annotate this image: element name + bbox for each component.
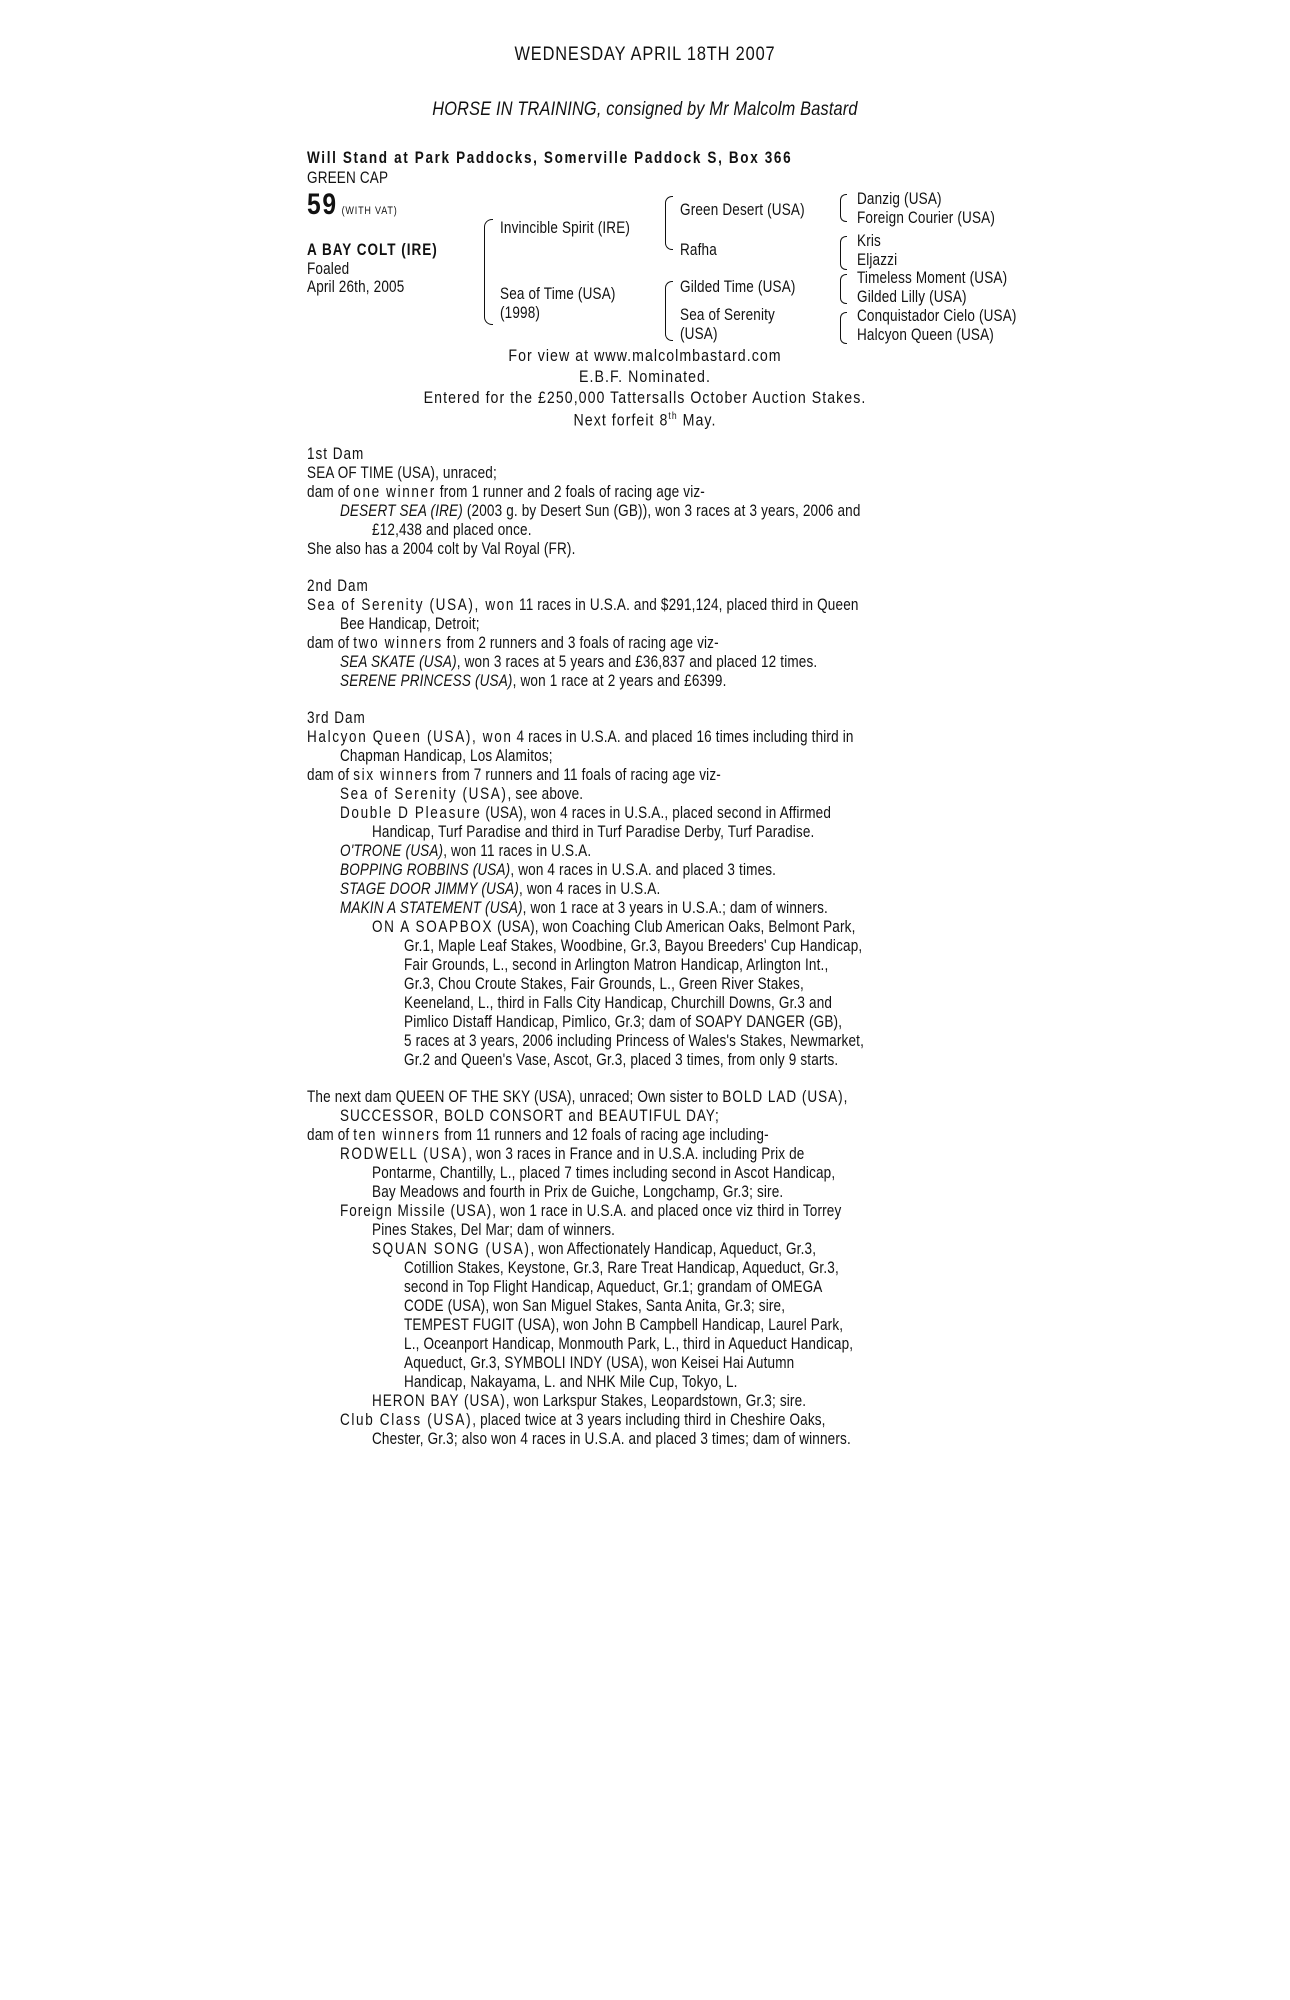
nextdam-line: SQUAN SONG (USA), won Affectionately Handicap, Aqueduct, Gr.3,	[372, 1240, 817, 1258]
dam1-heading: 1st Dam	[307, 445, 365, 463]
pedigree-sds: Kris	[857, 232, 881, 250]
consignment-subtitle: HORSE IN TRAINING, consigned by Mr Malcolm Bastard	[432, 99, 858, 120]
dam3-line: Gr.2 and Queen's Vase, Ascot, Gr.3, placed 3 times, from only 9 starts.	[404, 1051, 839, 1069]
nextdam-line: Handicap, Nakayama, L. and NHK Mile Cup, Tokyo, L.	[404, 1373, 738, 1391]
dam3-line: ON A SOAPBOX (USA), won Coaching Club American Oaks, Belmont Park,	[372, 918, 856, 936]
stand-location: Will Stand at Park Paddocks, Somerville Paddock S, Box 366	[307, 149, 793, 167]
dam3-line: 5 races at 3 years, 2006 including Princess of Wales's Stakes, Newmarket,	[404, 1032, 864, 1050]
dam2-line: Sea of Serenity (USA), won 11 races in U.S.A. and $291,124, placed third in Queen	[307, 596, 859, 614]
pedigree-brace-main	[484, 219, 493, 325]
sale-date: WEDNESDAY APRIL 18TH 2007	[514, 44, 776, 65]
nextdam-line: L., Oceanport Handicap, Monmouth Park, L., third in Aqueduct Handicap,	[404, 1335, 854, 1353]
dam3-line: BOPPING ROBBINS (USA), won 4 races in U.S.A. and placed 3 times.	[340, 861, 777, 879]
dam1-line: £12,438 and placed once.	[372, 521, 532, 539]
pedigree-sss: Danzig (USA)	[857, 190, 942, 208]
nextdam-line: Foreign Missile (USA), won 1 race in U.S.A. and placed once viz third in Torrey	[340, 1202, 842, 1220]
pedigree-dss: Timeless Moment (USA)	[857, 269, 1008, 287]
nextdam-line: SUCCESSOR, BOLD CONSORT and BEAUTIFUL DAY;	[340, 1107, 720, 1125]
pedigree-sire-sire: Green Desert (USA)	[680, 201, 805, 219]
dam3-heading: 3rd Dam	[307, 709, 366, 727]
nextdam-line: Pines Stakes, Del Mar; dam of winners.	[372, 1221, 616, 1239]
pedigree-brace-ds	[840, 274, 847, 304]
dam3-line: Gr.1, Maple Leaf Stakes, Woodbine, Gr.3, Bayou Breeders' Cup Handicap,	[404, 937, 863, 955]
dam2-heading: 2nd Dam	[307, 577, 369, 595]
pedigree-dam-sire: Gilded Time (USA)	[680, 278, 796, 296]
pedigree-sire-dam: Rafha	[680, 241, 717, 259]
entered-note: Entered for the £250,000 Tattersalls October Auction Stakes.	[423, 389, 867, 407]
nextdam-line: HERON BAY (USA), won Larkspur Stakes, Leopardstown, Gr.3; sire.	[372, 1392, 807, 1410]
dam3-line: Gr.3, Chou Croute Stakes, Fair Grounds, L., Green River Stakes,	[404, 975, 804, 993]
pedigree-dsd: Gilded Lilly (USA)	[857, 288, 967, 306]
dam2-line: SERENE PRINCESS (USA), won 1 race at 2 years and £6399.	[340, 672, 727, 690]
dam3-line: Keeneland, L., third in Falls City Handicap, Churchill Downs, Gr.3 and	[404, 994, 833, 1012]
dam2-line: SEA SKATE (USA), won 3 races at 5 years and £36,837 and placed 12 times.	[340, 653, 818, 671]
pedigree-brace-ss	[840, 194, 847, 222]
lot-number: 59	[307, 188, 338, 221]
nextdam-line: Bay Meadows and fourth in Prix de Guiche, Longchamp, Gr.3; sire.	[372, 1183, 784, 1201]
nextdam-line: RODWELL (USA), won 3 races in France and in U.S.A. including Prix de	[340, 1145, 805, 1163]
view-note: For view at www.malcolmbastard.com	[508, 347, 782, 365]
cap-colour: GREEN CAP	[307, 169, 389, 187]
dam3-line: Sea of Serenity (USA), see above.	[340, 785, 584, 803]
forfeit-note: Next forfeit 8th May.	[573, 411, 717, 430]
nextdam-line: Aqueduct, Gr.3, SYMBOLI INDY (USA), won Keisei Hai Autumn	[404, 1354, 795, 1372]
foaled-label: Foaled	[307, 260, 350, 278]
nextdam-line: Cotillion Stakes, Keystone, Gr.3, Rare Treat Handicap, Aqueduct, Gr.3,	[404, 1259, 839, 1277]
pedigree-brace-dam	[665, 281, 673, 341]
dam2-line: Bee Handicap, Detroit;	[340, 615, 480, 633]
pedigree-ddd: Halcyon Queen (USA)	[857, 326, 994, 344]
dam3-line: O'TRONE (USA), won 11 races in U.S.A.	[340, 842, 592, 860]
dam1-line: dam of one winner from 1 runner and 2 foals of racing age viz-	[307, 483, 705, 501]
nextdam-line: Chester, Gr.3; also won 4 races in U.S.A. and placed 3 times; dam of winners.	[372, 1430, 851, 1448]
nextdam-line: TEMPEST FUGIT (USA), won John B Campbell Handicap, Laurel Park,	[404, 1316, 844, 1334]
pedigree-brace-sd	[840, 236, 847, 270]
dam3-line: Fair Grounds, L., second in Arlington Matron Handicap, Arlington Int.,	[404, 956, 829, 974]
pedigree-brace-dd	[840, 312, 847, 344]
pedigree-dds: Conquistador Cielo (USA)	[857, 307, 1017, 325]
dam3-line: Double D Pleasure (USA), won 4 races in U.S.A., placed second in Affirmed	[340, 804, 832, 822]
nextdam-line: dam of ten winners from 11 runners and 12 foals of racing age including-	[307, 1126, 769, 1144]
foaled-date: April 26th, 2005	[307, 278, 405, 296]
dam3-line: MAKIN A STATEMENT (USA), won 1 race at 3 years in U.S.A.; dam of winners.	[340, 899, 828, 917]
pedigree-sire: Invincible Spirit (IRE)	[500, 219, 631, 237]
dam3-line: Halcyon Queen (USA), won 4 races in U.S.A. and placed 16 times including third in	[307, 728, 854, 746]
pedigree-sdd: Eljazzi	[857, 251, 898, 269]
ebf-note: E.B.F. Nominated.	[579, 368, 711, 386]
pedigree-dam-dam: Sea of Serenity	[680, 306, 775, 324]
dam3-line: Handicap, Turf Paradise and third in Turf Paradise Derby, Turf Paradise.	[372, 823, 815, 841]
dam3-line: dam of six winners from 7 runners and 11 foals of racing age viz-	[307, 766, 721, 784]
nextdam-line: The next dam QUEEN OF THE SKY (USA), unraced; Own sister to BOLD LAD (USA),	[307, 1088, 849, 1106]
dam3-line: Chapman Handicap, Los Alamitos;	[340, 747, 553, 765]
dam2-line: dam of two winners from 2 runners and 3 foals of racing age viz-	[307, 634, 719, 652]
dam1-line: DESERT SEA (IRE) (2003 g. by Desert Sun (GB)), won 3 races at 3 years, 2006 and	[340, 502, 861, 520]
pedigree-ssd: Foreign Courier (USA)	[857, 209, 996, 227]
dam1-line: She also has a 2004 colt by Val Royal (FR).	[307, 540, 576, 558]
pedigree-dam-dam-country: (USA)	[680, 325, 718, 343]
dam1-line: SEA OF TIME (USA), unraced;	[307, 464, 497, 482]
nextdam-line: Club Class (USA), placed twice at 3 years including third in Cheshire Oaks,	[340, 1411, 826, 1429]
pedigree-dam-year: (1998)	[500, 304, 541, 322]
dam3-line: Pimlico Distaff Handicap, Pimlico, Gr.3; dam of SOAPY DANGER (GB),	[404, 1013, 843, 1031]
horse-name: A BAY COLT (IRE)	[307, 241, 438, 259]
vat-note: (WITH VAT)	[341, 205, 398, 217]
pedigree-dam: Sea of Time (USA)	[500, 285, 616, 303]
nextdam-line: CODE (USA), won San Miguel Stakes, Santa Anita, Gr.3; sire,	[404, 1297, 786, 1315]
pedigree-brace-sire	[665, 196, 673, 250]
nextdam-line: second in Top Flight Handicap, Aqueduct, Gr.1; grandam of OMEGA	[404, 1278, 823, 1296]
nextdam-line: Pontarme, Chantilly, L., placed 7 times including second in Ascot Handicap,	[372, 1164, 836, 1182]
lot-number-line	[307, 188, 398, 221]
dam3-line: STAGE DOOR JIMMY (USA), won 4 races in U.S.A.	[340, 880, 661, 898]
